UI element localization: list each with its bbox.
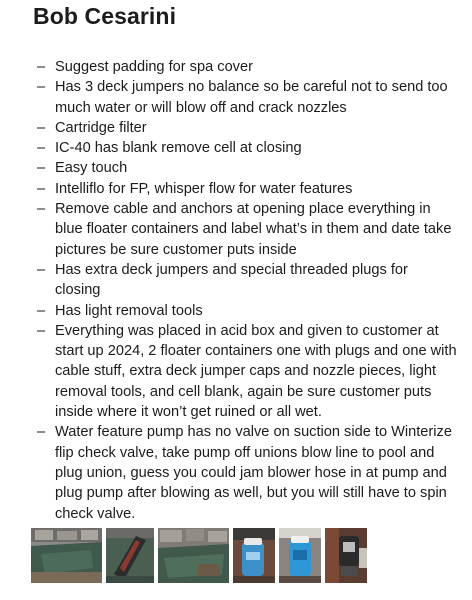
list-item-text[interactable]: IC-40 has blank remove cell at closing [55,140,302,157]
list-item-text[interactable]: Suggest padding for spa cover [55,59,253,75]
list-item[interactable] [37,158,457,178]
list-item[interactable] [37,77,457,118]
bullet-dash: – [37,140,46,157]
list-item-text[interactable]: Intelliflo for FP, whisper flow for water features [55,180,353,197]
list-item-text[interactable]: Has extra deck jumpers and special threaded plugs for closing [55,261,408,299]
list-item[interactable] [37,301,457,321]
bullet-dash: – [37,322,46,339]
photo-thumbnail[interactable] [31,528,102,583]
bullet-dash: – [37,160,46,177]
list-item[interactable] [37,179,457,199]
list-item[interactable] [37,422,457,523]
list-item-text[interactable]: Has light removal tools [55,302,203,319]
list-item[interactable] [37,321,457,422]
photo-thumbnail[interactable] [233,528,275,583]
list-item[interactable] [37,118,457,138]
list-item[interactable] [37,57,457,77]
bullet-list [37,57,457,524]
bullet-dash: – [37,424,46,441]
photo-attachments [31,528,367,583]
bullet-dash: – [37,261,46,278]
bullet-dash: – [37,79,46,96]
note-title[interactable]: Bob Cesarini [33,3,177,29]
list-item-text[interactable]: Cartridge filter [55,119,147,136]
bullet-dash: – [37,302,46,319]
photo-thumbnail[interactable] [279,528,321,583]
bullet-dash: – [37,180,46,197]
list-item-text[interactable]: Everything was placed in acid box and given to customer at start up 2024, 2 floater containers one with plugs and one with cable stuff, extra deck jumper caps and nozzle pieces, light removal tools, and cell blank, again be sure customer puts inside where it won’t get ruined or all wet. [55,322,457,421]
list-item[interactable] [37,199,457,260]
photo-thumbnail[interactable] [325,528,367,583]
list-item-text[interactable]: Easy touch [55,160,128,177]
bullet-dash: – [37,59,46,75]
bullet-dash: – [37,119,46,136]
bullet-dash: – [37,201,46,218]
photo-thumbnail[interactable] [106,528,154,583]
list-item-text[interactable]: Remove cable and anchors at opening place everything in blue floater containers and label what’s in them and date take pictures be sure customer puts inside [55,201,452,258]
photo-thumbnail[interactable] [158,528,229,583]
list-item[interactable] [37,260,457,301]
list-item[interactable] [37,138,457,158]
list-item-text[interactable]: Water feature pump has no valve on suction side to Winterize flip check valve, take pump off unions blow line to pool and plug union, guess you could jam blower hose in at pump and plug pump after blowing as well, but you will still have to spin check valve. [55,424,452,522]
list-item-text[interactable]: Has 3 deck jumpers no balance so be careful not to send too much water or will blow off and crack nozzles [55,79,448,116]
